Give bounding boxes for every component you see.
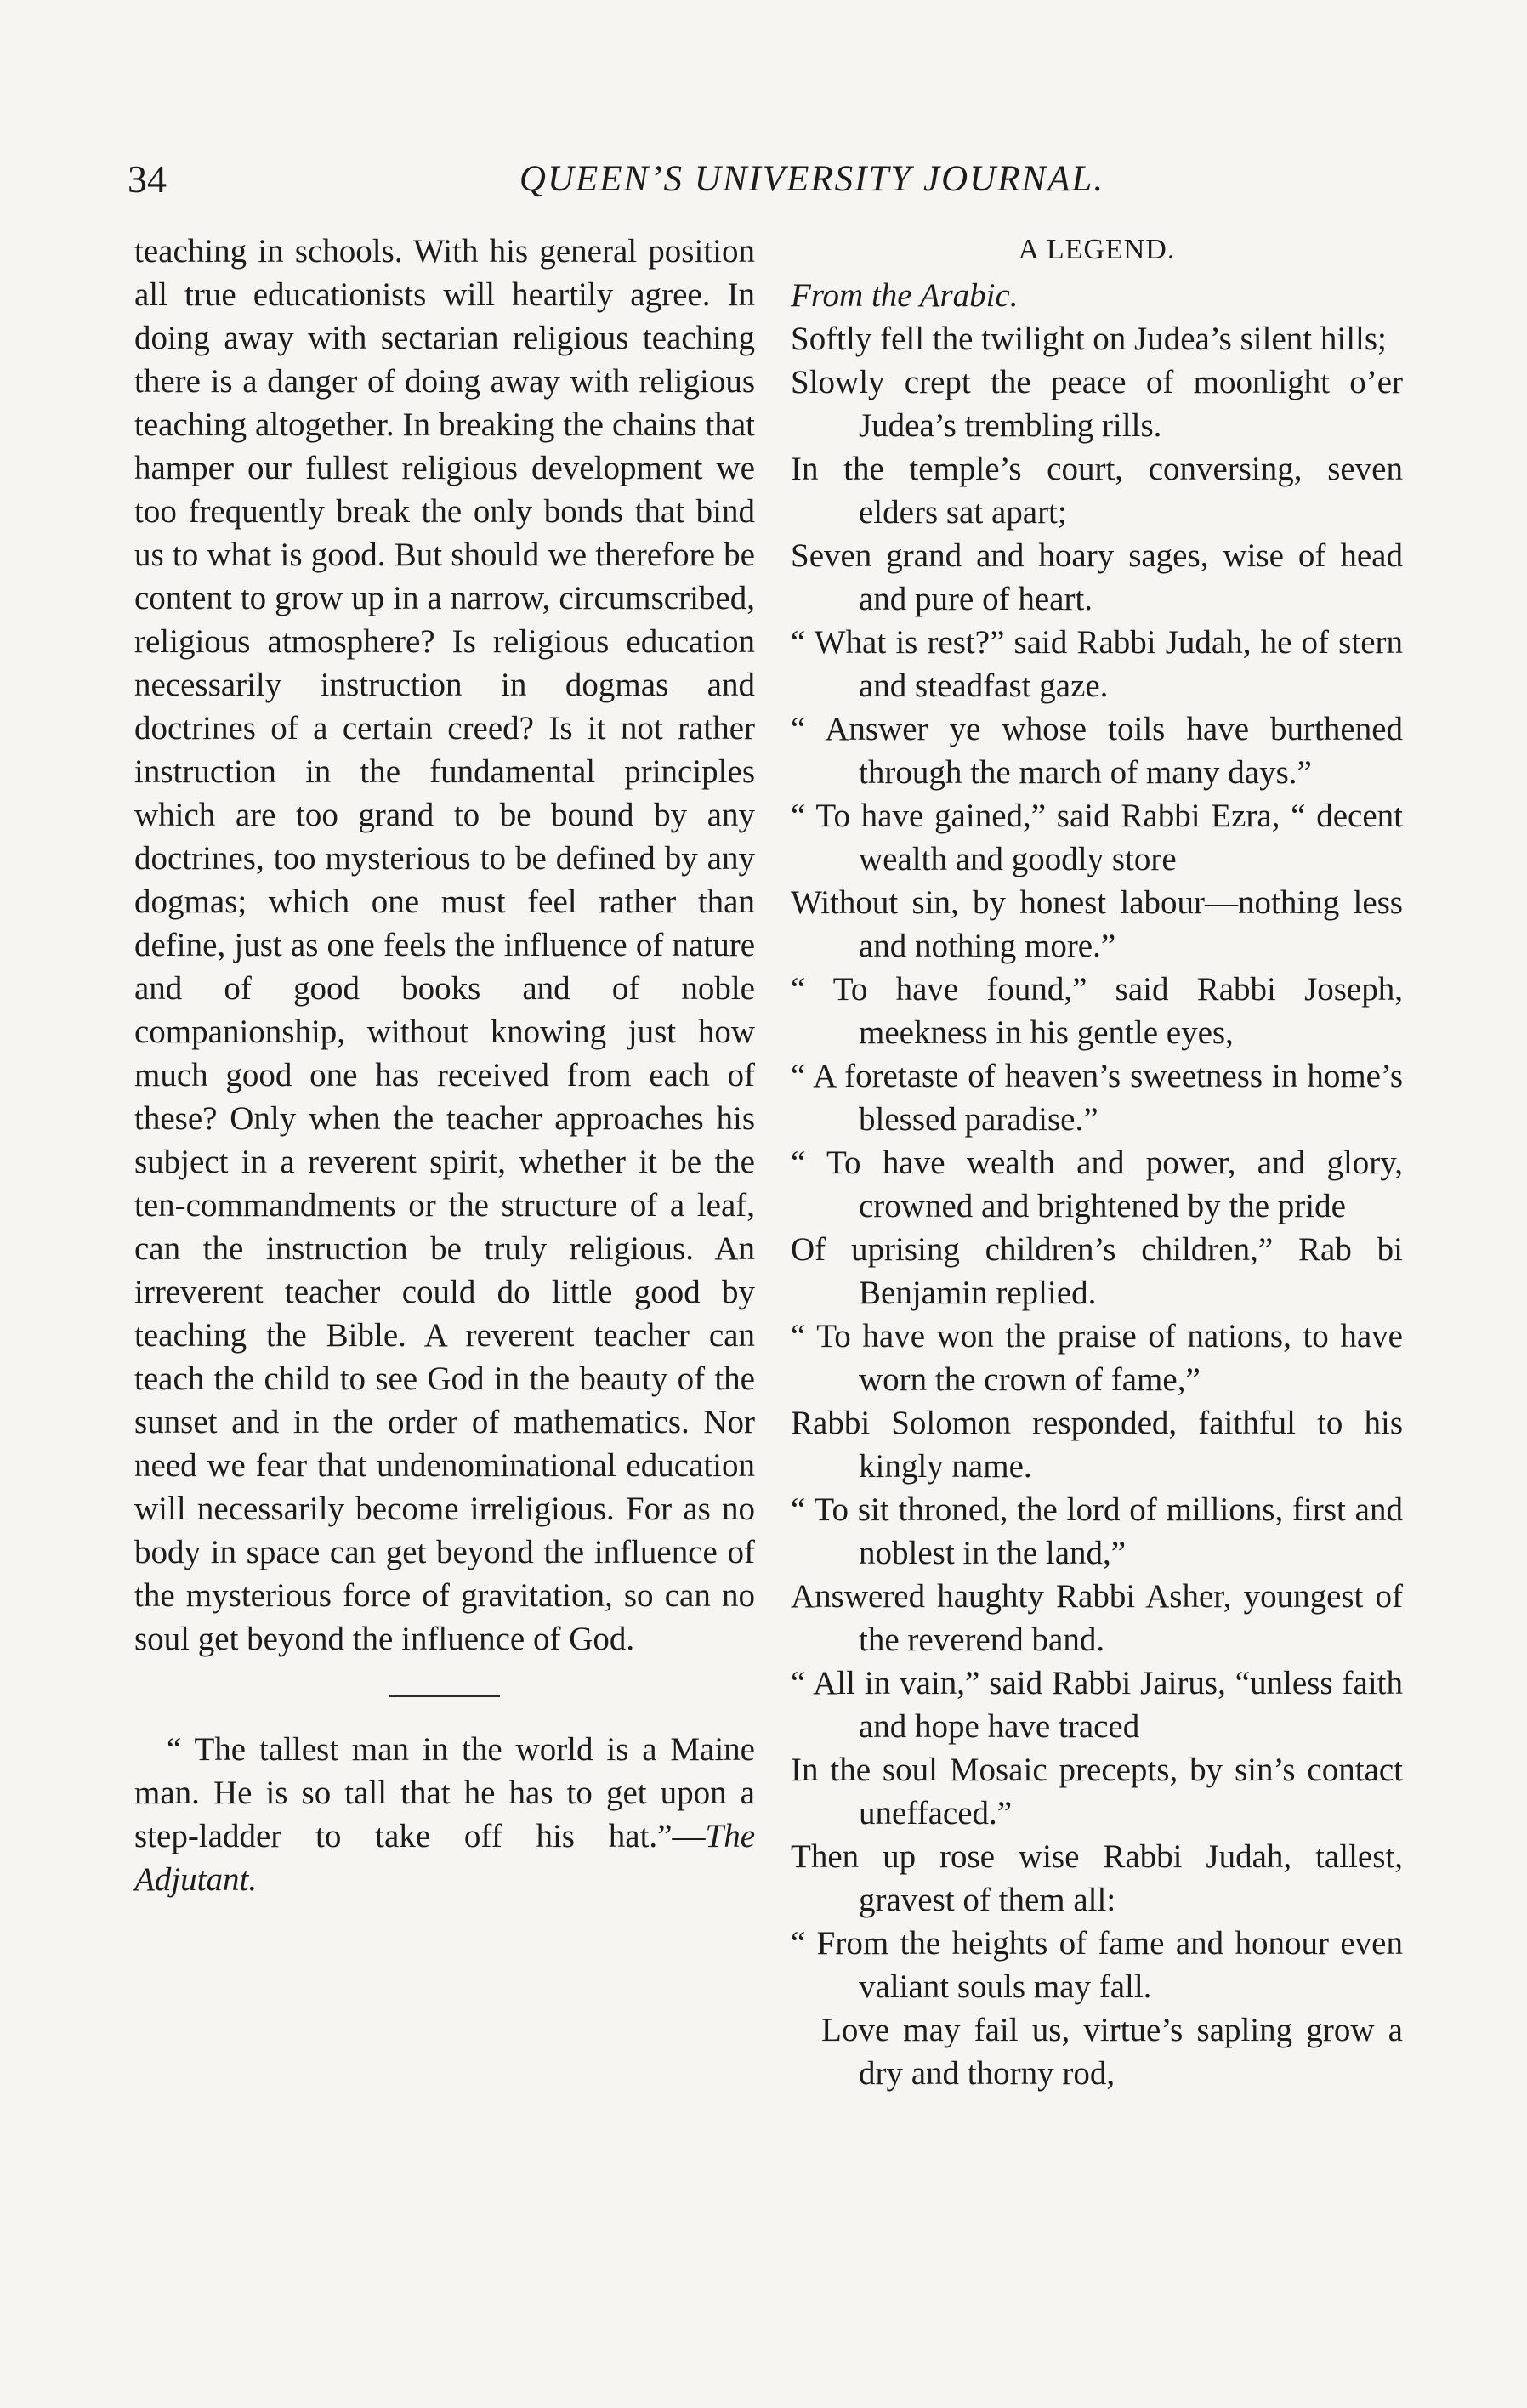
poem-line: “ Answer ye whose toils have burthened through the march of many days.” — [791, 711, 1403, 791]
poem-line: In the temple’s court, conversing, seven elders sat apart; — [791, 451, 1403, 531]
page-header — [128, 150, 1428, 209]
poem-line: “ To sit throned, the lord of millions, first and noblest in the land,” — [791, 1491, 1403, 1571]
poem-line: Slowly crept the peace of moonlight o’er Judea’s trembling rills. — [791, 364, 1403, 444]
poem-line: Love may fail us, virtue’s sapling grow a dry and thorny rod, — [821, 2012, 1403, 2092]
poem-line: Seven grand and hoary sages, wise of head and pure of heart. — [791, 537, 1403, 617]
poem-line: Rabbi Solomon responded, faithful to his kingly name. — [791, 1405, 1403, 1485]
poem-line: Softly fell the twilight on Judea’s silent hills; — [791, 321, 1387, 357]
quote-paragraph — [134, 1728, 755, 1901]
poem-line: “ To have found,” said Rabbi Joseph, meekness in his gentle eyes, — [791, 971, 1403, 1051]
poem-line: “ A foretaste of heaven’s sweetness in home’s blessed paradise.” — [791, 1058, 1403, 1138]
poem-source: From the Arabic. — [791, 277, 1019, 314]
quote-text: “ The tallest man in the world is a Maine man. He is so tall that he has to get upon a step-ladder to take off his hat.”— — [134, 1731, 755, 1854]
poem-title: A LEGEND. — [1018, 234, 1176, 265]
poem-line: “ From the heights of fame and honour even valiant souls may fall. — [791, 1925, 1403, 2005]
page-number: 34 — [128, 157, 167, 201]
journal-title: QUEEN’S UNIVERSITY JOURNAL. — [519, 159, 1105, 199]
left-column — [134, 230, 755, 1901]
poem-line: “ To have wealth and power, and glory, crowned and brightened by the pride — [791, 1144, 1403, 1224]
poem-line: “ To have gained,” said Rabbi Ezra, “ decent wealth and goodly store — [791, 798, 1403, 877]
poem-line: “ All in vain,” said Rabbi Jairus, “unless faith and hope have traced — [791, 1665, 1403, 1745]
poem-line: “ What is rest?” said Rabbi Judah, he of stern and steadfast gaze. — [791, 624, 1403, 704]
right-column — [791, 230, 1403, 2095]
poem-line: Then up rose wise Rabbi Judah, tallest, gravest of them all: — [791, 1838, 1403, 1918]
essay-paragraph: teaching in schools. With his general position all true educationists will heartily agree. In doing away with sectarian religious teaching there is a danger of doing away with religious teaching altogether. In breaking the chains that hamper our fullest religious development we too frequently break the only bonds that bind us to what is good. But should we therefore be content to grow up in a narrow, circumscribed, religious atmosphere? Is religious education necessarily instruction in dogmas and doctrines of a certain creed? Is it not rather instruction in the fundamental principles which are too grand to be bound by any doctrines, too mysterious to be defined by any dogmas; which one must feel rather than define, just as one feels the influence of nature and of good books and of noble companionship, without knowing just how much good one has received from each of these? Only when the teacher approaches his subject in a reverent spirit, whether it be the ten-commandments or the structure of a leaf, can the instruction be truly religious. An irreverent teacher could do little good by teaching the Bible. A reverent teacher can teach the child to see God in the beauty of the sunset and in the order of mathematics. Nor need we fear that undenominational education will necessarily become irreligious. For as no body in space can get beyond the influence of the mysterious force of gravitation, so can no soul get beyond the influence of God. — [134, 233, 755, 1657]
section-divider — [389, 1695, 500, 1697]
poem-line: Answered haughty Rabbi Asher, youngest of the reverend band. — [791, 1578, 1403, 1658]
poem-line: In the soul Mosaic precepts, by sin’s contact uneffaced.” — [791, 1752, 1403, 1832]
quote-source: The Adjutant. — [134, 1818, 755, 1898]
poem-line: Of uprising children’s children,” Rab bi Benjamin replied. — [791, 1231, 1403, 1311]
poem-line: Without sin, by honest labour—nothing less and nothing more.” — [791, 884, 1403, 964]
poem-line: “ To have won the praise of nations, to have worn the crown of fame,” — [791, 1318, 1403, 1398]
